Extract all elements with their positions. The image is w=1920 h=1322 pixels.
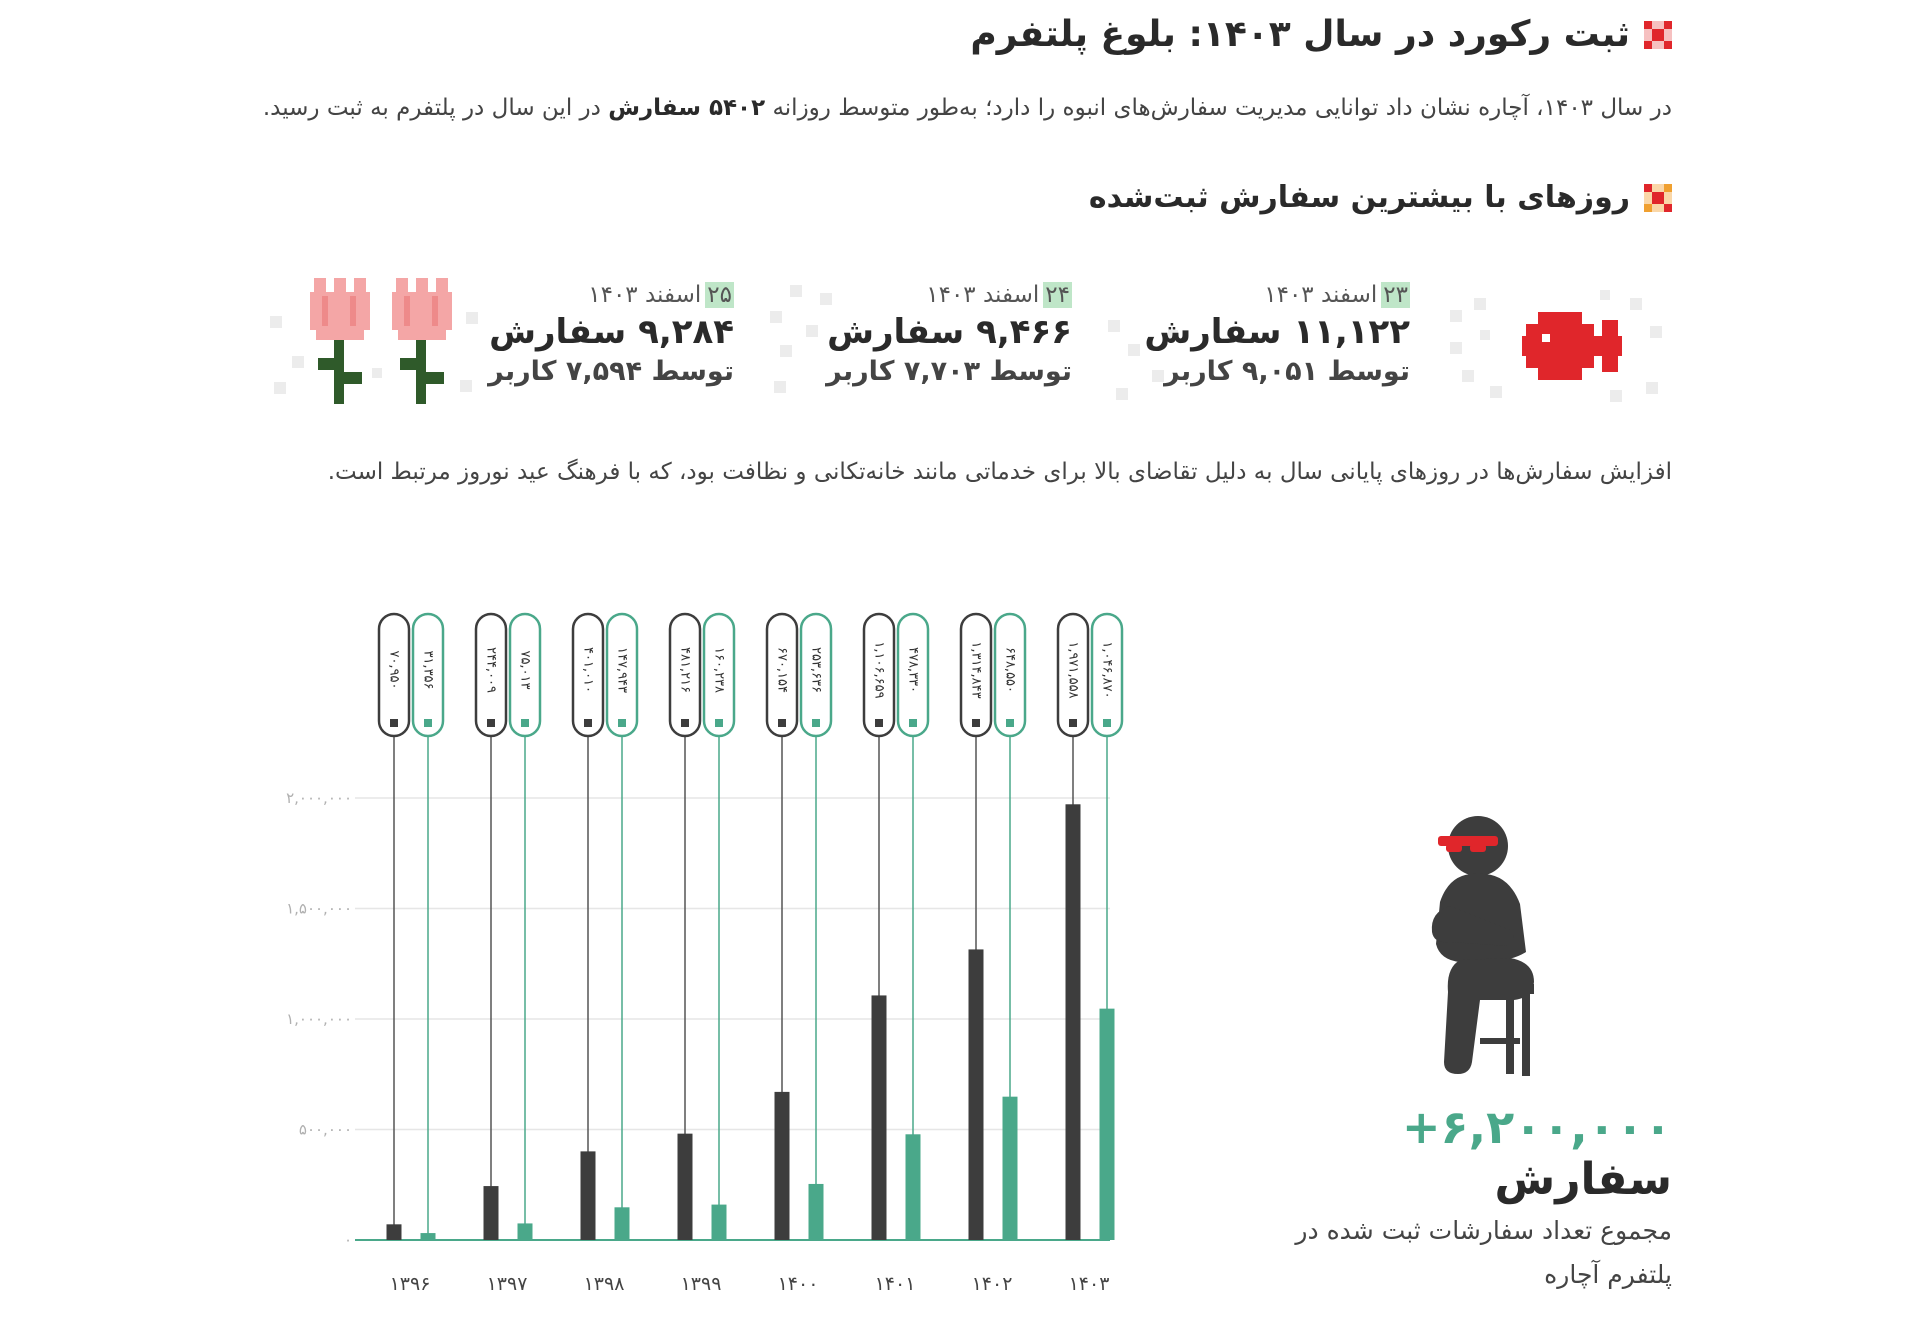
y-tick-label: ۵۰۰,۰۰۰ — [298, 1120, 352, 1139]
pill-marker — [424, 719, 432, 727]
data-label: ۴۸۱,۲۱۶ — [677, 646, 693, 694]
bar-dark — [775, 1092, 790, 1240]
y-tick-label: ۲,۰۰۰,۰۰۰ — [286, 789, 352, 807]
data-label: ۲۴۴,۰۰۹ — [483, 646, 499, 694]
pill-marker — [618, 719, 626, 727]
x-tick-label: ۱۳۹۸ — [583, 1273, 625, 1295]
data-label: ۱۶۰,۲۳۸ — [711, 646, 727, 694]
card-users: توسط ۷,۵۹۴ کاربر — [488, 356, 734, 387]
data-label: ۴۷۸,۳۳۰ — [905, 646, 921, 694]
pill-marker — [681, 719, 689, 727]
total-unit: سفارش — [1494, 1154, 1672, 1205]
card-date — [394, 282, 734, 308]
top-day-card — [394, 282, 734, 387]
card-day: ۲۴ — [1045, 282, 1070, 308]
pill-marker — [487, 719, 495, 727]
section-subtitle-row — [1089, 180, 1672, 215]
data-label: ۷۵,۰۱۳ — [517, 650, 533, 690]
total-description: مجموع تعداد سفارشات ثبت شده در پلتفرم آچاره — [1295, 1216, 1672, 1289]
pill-marker — [584, 719, 592, 727]
data-label: ۱,۹۷۱,۵۵۸ — [1065, 641, 1081, 699]
card-date-rest: اسفند ۱۴۰۳ — [588, 282, 702, 308]
x-tick-label: ۱۴۰۰ — [777, 1273, 819, 1295]
card-users: توسط ۷,۷۰۳ کاربر — [826, 356, 1072, 387]
card-date — [1070, 282, 1410, 308]
card-date — [732, 282, 1072, 308]
pixel-fish-icon — [1450, 290, 1668, 402]
bar-chart — [260, 600, 1160, 1320]
bar-dark — [1066, 804, 1081, 1240]
pill-marker — [909, 719, 917, 727]
pill-marker — [1006, 719, 1014, 727]
pill-marker — [778, 719, 786, 727]
pixel-x-icon — [1644, 184, 1672, 212]
bar-dark — [484, 1186, 499, 1240]
bar-green — [615, 1207, 630, 1240]
card-day: ۲۵ — [707, 282, 732, 308]
card-day: ۲۳ — [1383, 282, 1408, 308]
intro-post: در این سال در پلتفرم به ثبت رسید. — [262, 95, 609, 121]
bar-green — [421, 1233, 436, 1240]
data-label: ۱,۱۰۶,۶۵۹ — [871, 641, 887, 699]
page-title: ثبت رکورد در سال ۱۴۰۳: بلوغ پلتفرم — [970, 14, 1630, 55]
y-tick-label: ۱,۰۰۰,۰۰۰ — [286, 1010, 352, 1028]
x-tick-label: ۱۴۰۱ — [874, 1273, 916, 1295]
pill-marker — [1069, 719, 1077, 727]
data-label: ۷۰,۹۵۰ — [386, 650, 402, 690]
x-tick-label: ۱۳۹۶ — [389, 1273, 431, 1295]
bar-green — [1100, 1009, 1115, 1240]
y-tick-label: ۱,۵۰۰,۰۰۰ — [286, 899, 352, 918]
card-date-rest: اسفند ۱۴۰۳ — [1264, 282, 1378, 308]
pixel-x-icon — [1644, 21, 1672, 49]
page-title-row — [970, 14, 1672, 55]
data-label: ۱۴۷,۹۴۳ — [614, 646, 630, 694]
intro-pre: در سال ۱۴۰۳، آچاره نشان داد توانایی مدیریت سفارش‌های انبوه را دارد؛ به‌طور متوسط روزانه — [765, 95, 1672, 121]
pill-marker — [521, 719, 529, 727]
x-tick-label: ۱۴۰۲ — [971, 1273, 1013, 1295]
bar-green — [906, 1134, 921, 1240]
total-number: +۶,۲۰۰,۰۰۰ — [1401, 1100, 1672, 1154]
x-tick-label: ۱۳۹۹ — [680, 1273, 722, 1295]
bar-dark — [872, 995, 887, 1240]
card-orders: ۹,۴۶۶ سفارش — [827, 312, 1072, 352]
pill-marker — [1103, 719, 1111, 727]
card-orders: ۱۱,۱۲۲ سفارش — [1144, 312, 1410, 352]
bar-dark — [969, 949, 984, 1240]
bar-green — [1003, 1097, 1018, 1240]
bar-dark — [678, 1134, 693, 1240]
data-label: ۶۷۰,۱۵۴ — [774, 646, 790, 694]
total-orders-block — [1252, 1100, 1672, 1297]
card-orders: ۹,۲۸۴ سفارش — [489, 312, 734, 352]
pill-marker — [972, 719, 980, 727]
bar-green — [712, 1205, 727, 1240]
pill-marker — [715, 719, 723, 727]
top-day-card — [732, 282, 1072, 387]
data-label: ۱,۰۴۶,۸۷۰ — [1099, 641, 1115, 699]
note-paragraph: افزایش سفارش‌ها در روزهای پایانی سال به دلیل تقاضای بالا برای خدماتی مانند خانه‌تکانی و نظافت بود، که با فرهنگ عید نوروز مرتبط است. — [327, 459, 1672, 485]
data-label: ۴۰۱,۰۱۰ — [580, 646, 596, 694]
bar-green — [809, 1184, 824, 1240]
pill-marker — [812, 719, 820, 727]
data-label: ۳۱,۳۵۶ — [420, 650, 436, 690]
sitting-person-icon — [1410, 812, 1560, 1082]
data-label: ۱,۳۱۴,۸۴۳ — [968, 641, 984, 699]
section-subtitle: روزهای با بیشترین سفارش ثبت‌شده — [1088, 180, 1630, 215]
pill-marker — [875, 719, 883, 727]
card-date-rest: اسفند ۱۴۰۳ — [926, 282, 1040, 308]
data-label: ۶۴۸,۵۵۰ — [1002, 646, 1018, 694]
data-label: ۲۵۳,۶۳۶ — [808, 646, 824, 694]
x-tick-label: ۱۳۹۷ — [486, 1273, 528, 1295]
bar-green — [518, 1223, 533, 1240]
top-day-card — [1070, 282, 1410, 387]
intro-paragraph — [262, 86, 1672, 131]
x-tick-label: ۱۴۰۳ — [1068, 1273, 1110, 1295]
card-users: توسط ۹,۰۵۱ کاربر — [1164, 356, 1410, 387]
y-tick-label: ۰ — [343, 1231, 352, 1249]
bar-dark — [387, 1224, 402, 1240]
bar-dark — [581, 1151, 596, 1240]
pill-marker — [390, 719, 398, 727]
intro-bold: ۵۴۰۲ سفارش — [608, 95, 766, 121]
